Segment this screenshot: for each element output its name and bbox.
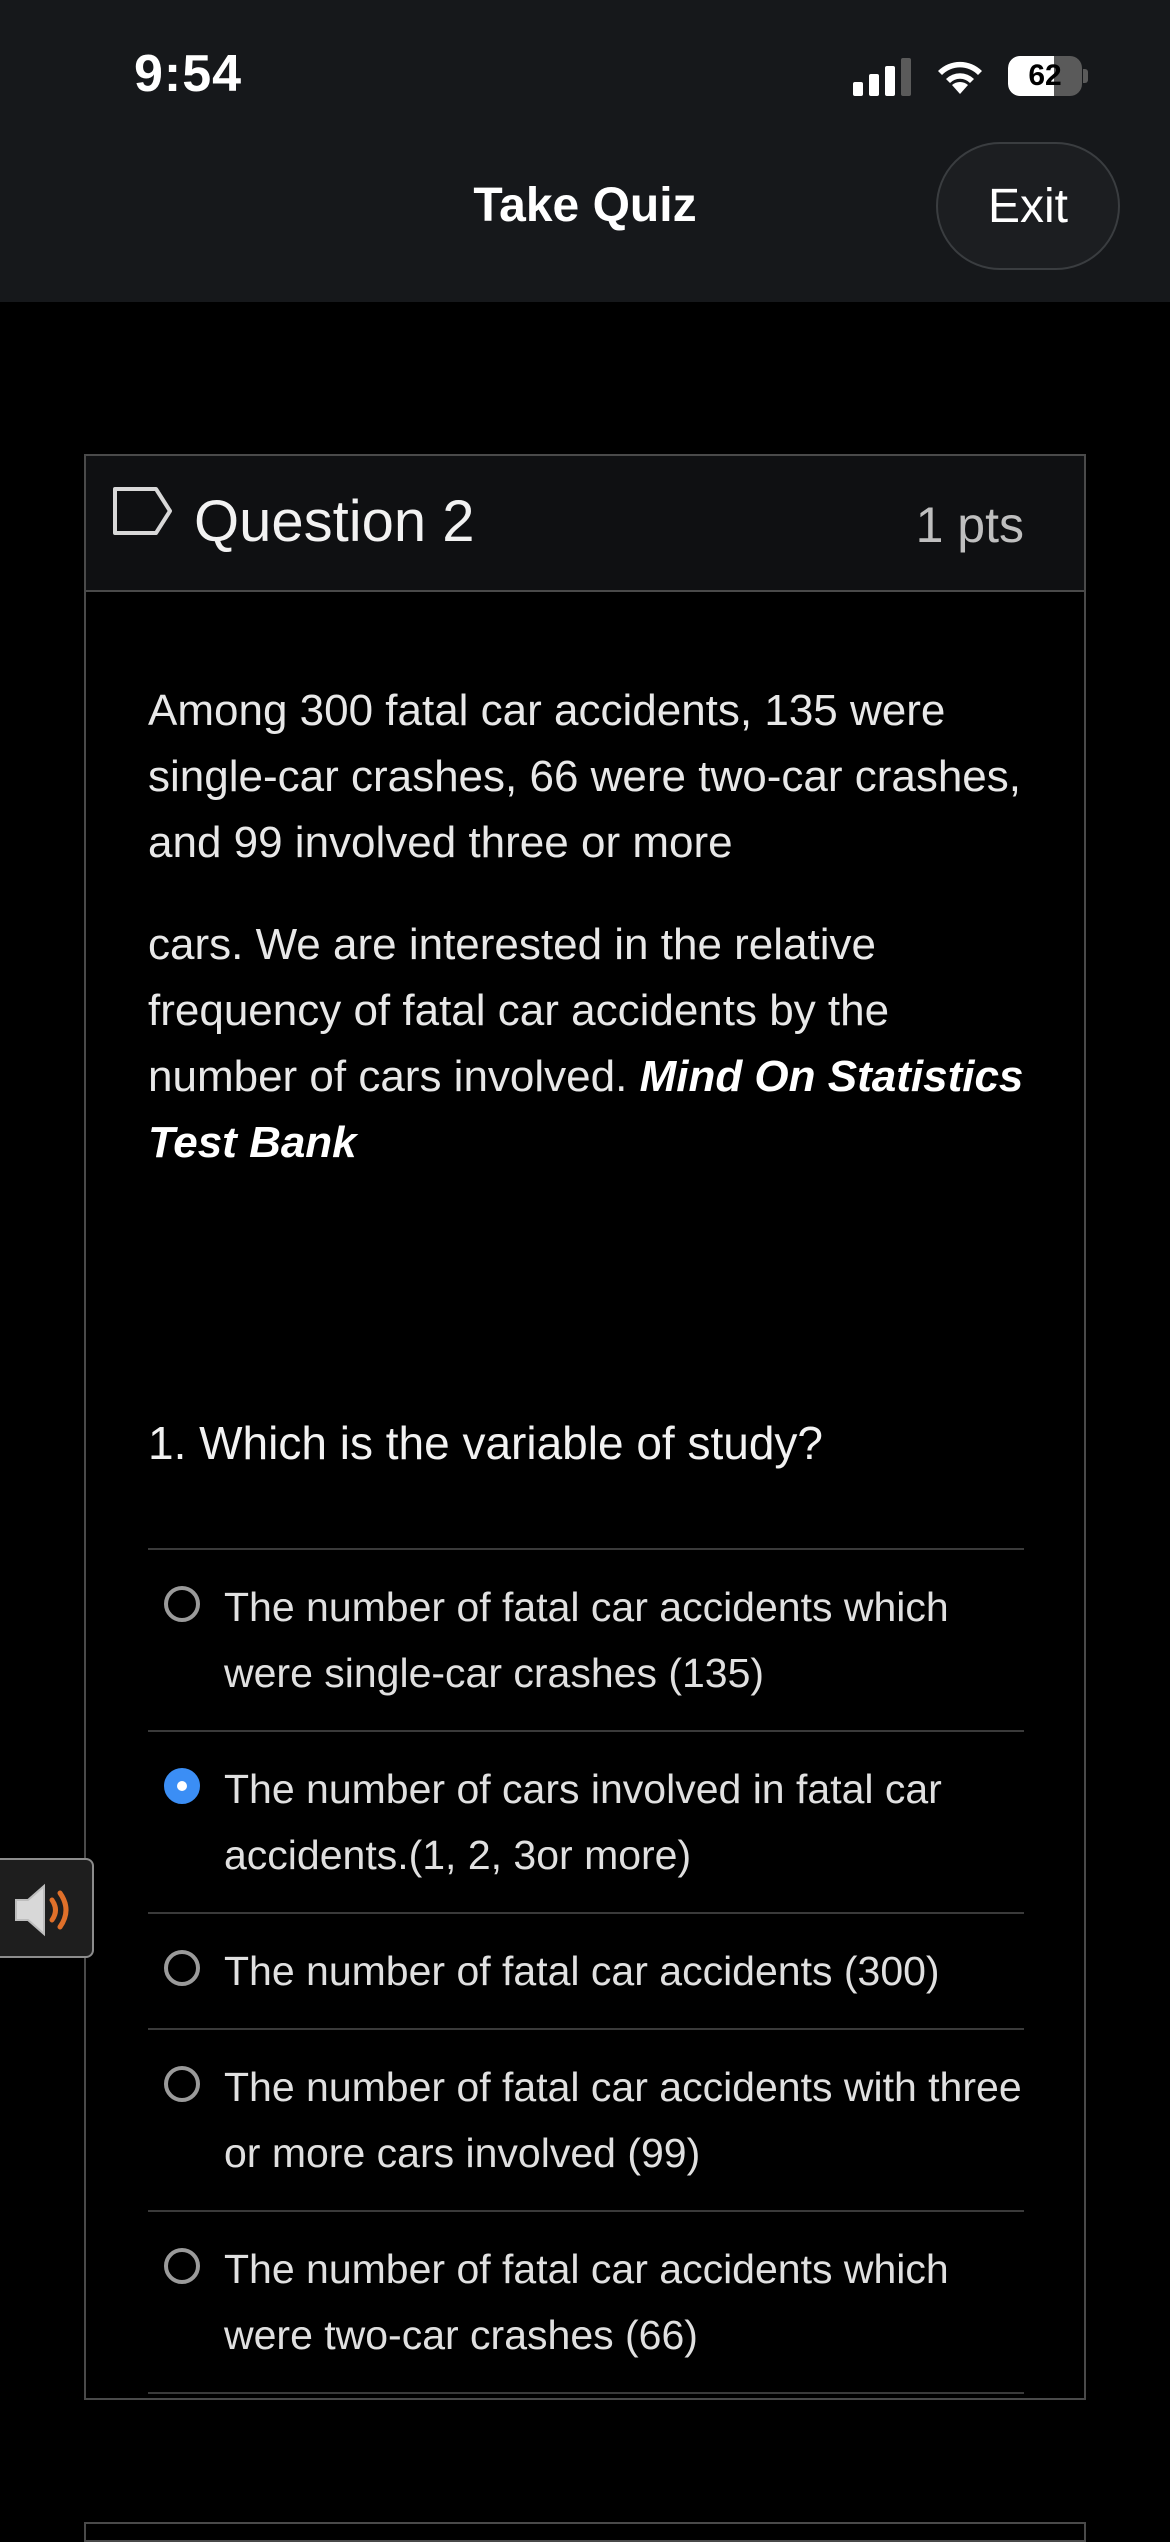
radio-button[interactable] [164,1768,200,1804]
text-to-speech-button[interactable] [0,1858,94,1958]
answer-option[interactable] [148,1732,1024,1914]
answer-option-label: The number of cars involved in fatal car accidents.(1, 2, 3or more) [224,1766,942,1878]
answer-options [148,1548,1024,2394]
answer-option-label: The number of fatal car accidents (300) [224,1948,940,1994]
radio-button[interactable] [164,2248,200,2284]
answer-option[interactable] [148,1914,1024,2030]
battery-percent: 62 [1028,59,1062,92]
question-text-paragraph-1: Among 300 fatal car accidents, 135 were single-car crashes, 66 were two-car crashes, and 99 involved three or more [148,686,1021,867]
speaker-icon [12,1882,82,1938]
source-emphasis: Mind On Statistics Test Bank [148,1052,1024,1167]
battery-icon [1008,56,1088,96]
question-title: Question 2 [194,489,475,554]
wifi-icon [934,54,986,96]
radio-button[interactable] [164,1950,200,1986]
exit-button[interactable]: Exit [936,142,1120,270]
answer-option-label: The number of fatal car accidents with three or more cars involved (99) [224,2064,1022,2176]
answer-option[interactable] [148,2212,1024,2394]
status-time: 9:54 [134,45,243,103]
flag-icon[interactable] [112,486,174,536]
question-points: 1 pts [915,497,1024,553]
top-bar [0,0,1170,302]
signal-icon [853,58,913,96]
page-title: Take Quiz [473,179,697,232]
question-prompt: 1. Which is the variable of study? [148,1417,823,1469]
question-header [86,456,1084,592]
paragraph-2-text: cars. We are interested in the relative frequency of fatal car accidents by the number of cars involved. [148,920,890,1101]
next-question-card [84,2522,1086,2542]
answer-option[interactable] [148,1550,1024,1732]
question-card [84,454,1086,2400]
radio-button[interactable] [164,2066,200,2102]
radio-button[interactable] [164,1586,200,1622]
answer-option[interactable] [148,2030,1024,2212]
question-text-paragraph-2 [148,912,1028,1176]
answer-option-label: The number of fatal car accidents which were single-car crashes (135) [224,1584,949,1696]
answer-option-label: The number of fatal car accidents which were two-car crashes (66) [224,2246,949,2358]
